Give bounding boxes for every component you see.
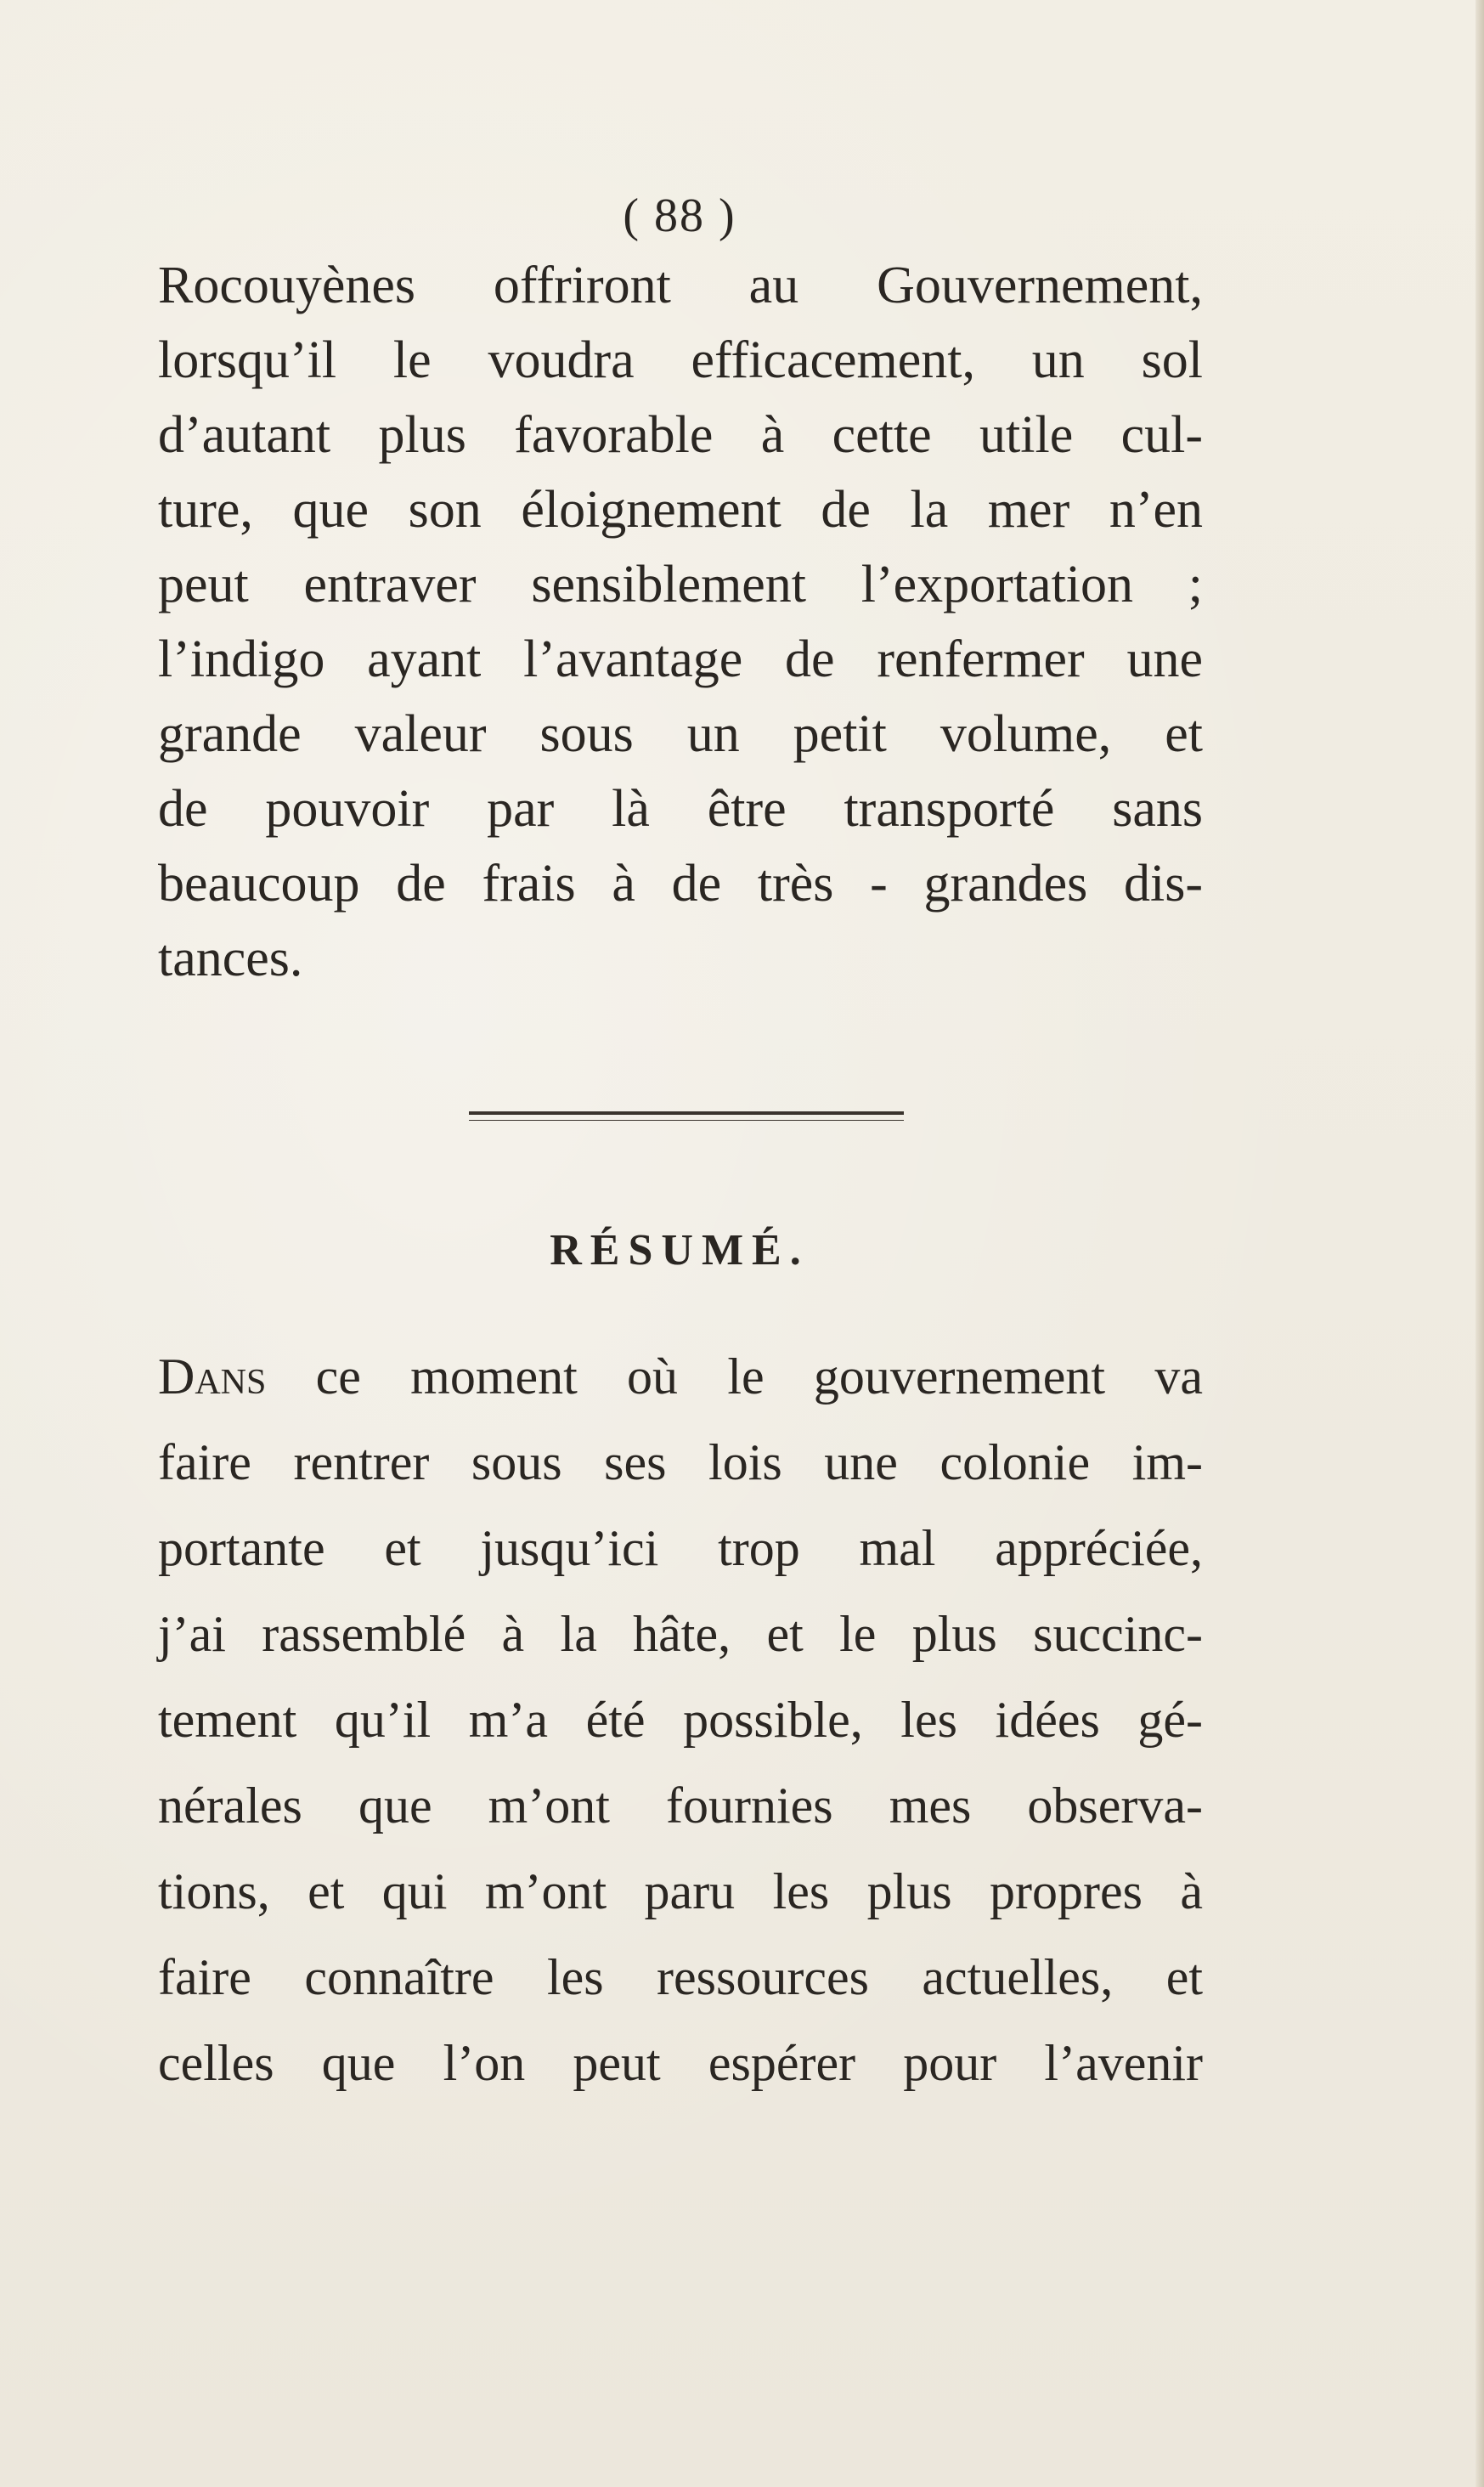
text-line: tions, et qui m’ont paru les plus propres à [158, 1863, 1203, 1919]
text-line: celles que l’on peut espérer pour l’avenir [158, 2035, 1203, 2091]
text-line: faire rentrer sous ses lois une colonie im- [158, 1434, 1203, 1490]
section-divider [469, 1111, 904, 1121]
first-line-rest: ce moment où le gouvernement va [266, 1348, 1203, 1405]
text-line: j’ai rassemblé à la hâte, et le plus succinc- [158, 1606, 1203, 1662]
text-line: Rocouyènes offriront au Gouvernement, [158, 257, 1203, 314]
text-line: faire connaître les ressources actuelles, et [158, 1949, 1203, 2005]
text-line: l’indigo ayant l’avantage de renfermer une [158, 630, 1203, 688]
opening-word: Dans [158, 1348, 267, 1405]
paragraph-indigo [158, 248, 1203, 996]
text-line: tances. [158, 930, 303, 987]
text-line: grande valeur sous un petit volume, et [158, 705, 1203, 763]
text-line: portante et jusqu’ici trop mal appréciée, [158, 1520, 1203, 1576]
paragraph-resume [158, 1334, 1203, 2106]
page-edge [1476, 0, 1484, 2487]
section-heading: RÉSUMÉ. [550, 1226, 810, 1275]
text-line: nérales que m’ont fournies mes observa- [158, 1778, 1203, 1834]
text-line: tement qu’il m’a été possible, les idées gé- [158, 1692, 1203, 1748]
text-line-first [158, 1334, 1203, 1420]
text-line: peut entraver sensiblement l’exportation ; [158, 556, 1203, 613]
text-line: beaucoup de frais à de très - grandes dis- [158, 855, 1203, 913]
text-line: d’autant plus favorable à cette utile cul- [158, 406, 1203, 464]
text-line: de pouvoir par là être transporté sans [158, 780, 1203, 838]
text-line: ture, que son éloignement de la mer n’en [158, 481, 1203, 539]
text-line: lorsqu’il le voudra efficacement, un sol [158, 331, 1203, 389]
page-number: ( 88 ) [623, 189, 736, 242]
